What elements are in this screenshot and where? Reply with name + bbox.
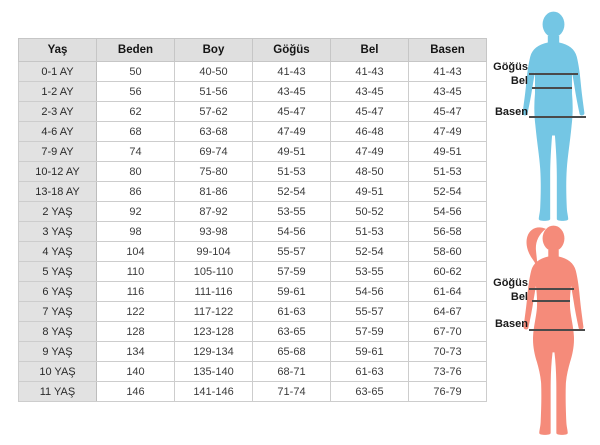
value-cell: 117-122 <box>175 302 253 322</box>
value-cell: 64-67 <box>409 302 487 322</box>
value-cell: 63-65 <box>331 382 409 402</box>
value-cell: 98 <box>97 222 175 242</box>
value-cell: 52-54 <box>331 242 409 262</box>
table-row <box>19 202 487 222</box>
age-cell: 3 YAŞ <box>19 222 97 242</box>
girl-silhouette-icon <box>506 222 600 441</box>
table-row <box>19 382 487 402</box>
age-cell: 2 YAŞ <box>19 202 97 222</box>
value-cell: 47-49 <box>331 142 409 162</box>
value-cell: 45-47 <box>409 102 487 122</box>
value-cell: 99-104 <box>175 242 253 262</box>
table-row <box>19 122 487 142</box>
value-cell: 43-45 <box>253 82 331 102</box>
value-cell: 59-61 <box>331 342 409 362</box>
column-header: Basen <box>409 39 487 62</box>
value-cell: 57-62 <box>175 102 253 122</box>
value-cell: 49-51 <box>331 182 409 202</box>
size-chart-table <box>18 38 487 402</box>
column-header: Bel <box>331 39 409 62</box>
column-header: Boy <box>175 39 253 62</box>
value-cell: 146 <box>97 382 175 402</box>
girl-waist-measure-line <box>532 300 570 302</box>
value-cell: 61-63 <box>253 302 331 322</box>
table-row <box>19 342 487 362</box>
table-row <box>19 322 487 342</box>
value-cell: 53-55 <box>331 262 409 282</box>
value-cell: 63-65 <box>253 322 331 342</box>
value-cell: 62 <box>97 102 175 122</box>
age-cell: 0-1 AY <box>19 62 97 82</box>
value-cell: 41-43 <box>331 62 409 82</box>
value-cell: 75-80 <box>175 162 253 182</box>
value-cell: 128 <box>97 322 175 342</box>
value-cell: 60-62 <box>409 262 487 282</box>
table-row <box>19 262 487 282</box>
table-row <box>19 182 487 202</box>
value-cell: 61-63 <box>331 362 409 382</box>
value-cell: 55-57 <box>253 242 331 262</box>
value-cell: 57-59 <box>253 262 331 282</box>
value-cell: 74 <box>97 142 175 162</box>
table-row <box>19 82 487 102</box>
age-cell: 9 YAŞ <box>19 342 97 362</box>
value-cell: 59-61 <box>253 282 331 302</box>
table-row <box>19 362 487 382</box>
value-cell: 68-71 <box>253 362 331 382</box>
value-cell: 86 <box>97 182 175 202</box>
value-cell: 45-47 <box>253 102 331 122</box>
column-header: Yaş <box>19 39 97 62</box>
table-row <box>19 102 487 122</box>
value-cell: 52-54 <box>409 182 487 202</box>
boy-hip-label: Basen <box>494 106 528 118</box>
value-cell: 54-56 <box>331 282 409 302</box>
boy-chest-measure-line <box>529 73 578 75</box>
value-cell: 73-76 <box>409 362 487 382</box>
value-cell: 141-146 <box>175 382 253 402</box>
value-cell: 51-53 <box>331 222 409 242</box>
value-cell: 40-50 <box>175 62 253 82</box>
value-cell: 63-68 <box>175 122 253 142</box>
age-cell: 10-12 AY <box>19 162 97 182</box>
value-cell: 67-70 <box>409 322 487 342</box>
value-cell: 81-86 <box>175 182 253 202</box>
age-cell: 6 YAŞ <box>19 282 97 302</box>
girl-chest-label: Göğüs <box>493 277 528 289</box>
age-cell: 10 YAŞ <box>19 362 97 382</box>
boy-hip-measure-line <box>529 116 586 118</box>
value-cell: 43-45 <box>331 82 409 102</box>
value-cell: 140 <box>97 362 175 382</box>
value-cell: 54-56 <box>253 222 331 242</box>
table-row <box>19 242 487 262</box>
value-cell: 65-68 <box>253 342 331 362</box>
age-cell: 1-2 AY <box>19 82 97 102</box>
girl-hip-label: Basen <box>494 318 528 330</box>
value-cell: 58-60 <box>409 242 487 262</box>
value-cell: 47-49 <box>409 122 487 142</box>
value-cell: 110 <box>97 262 175 282</box>
age-cell: 7 YAŞ <box>19 302 97 322</box>
age-cell: 7-9 AY <box>19 142 97 162</box>
table-row <box>19 282 487 302</box>
value-cell: 105-110 <box>175 262 253 282</box>
value-cell: 71-74 <box>253 382 331 402</box>
boy-waist-label: Bel <box>510 75 528 87</box>
value-cell: 50 <box>97 62 175 82</box>
age-cell: 4-6 AY <box>19 122 97 142</box>
table-row <box>19 302 487 322</box>
value-cell: 51-53 <box>409 162 487 182</box>
table-row <box>19 222 487 242</box>
value-cell: 48-50 <box>331 162 409 182</box>
value-cell: 61-64 <box>409 282 487 302</box>
table-row <box>19 142 487 162</box>
value-cell: 41-43 <box>253 62 331 82</box>
age-cell: 2-3 AY <box>19 102 97 122</box>
column-header: Göğüs <box>253 39 331 62</box>
value-cell: 57-59 <box>331 322 409 342</box>
table-row <box>19 162 487 182</box>
value-cell: 46-48 <box>331 122 409 142</box>
value-cell: 123-128 <box>175 322 253 342</box>
table-body <box>19 62 487 402</box>
girl-chest-measure-line <box>529 288 574 290</box>
value-cell: 93-98 <box>175 222 253 242</box>
value-cell: 134 <box>97 342 175 362</box>
column-header: Beden <box>97 39 175 62</box>
age-cell: 11 YAŞ <box>19 382 97 402</box>
value-cell: 76-79 <box>409 382 487 402</box>
value-cell: 45-47 <box>331 102 409 122</box>
value-cell: 51-53 <box>253 162 331 182</box>
value-cell: 70-73 <box>409 342 487 362</box>
girl-hip-measure-line <box>529 329 585 331</box>
value-cell: 43-45 <box>409 82 487 102</box>
value-cell: 50-52 <box>331 202 409 222</box>
value-cell: 87-92 <box>175 202 253 222</box>
value-cell: 55-57 <box>331 302 409 322</box>
value-cell: 54-56 <box>409 202 487 222</box>
header-row <box>19 39 487 62</box>
value-cell: 41-43 <box>409 62 487 82</box>
value-cell: 56 <box>97 82 175 102</box>
value-cell: 135-140 <box>175 362 253 382</box>
value-cell: 68 <box>97 122 175 142</box>
value-cell: 47-49 <box>253 122 331 142</box>
value-cell: 104 <box>97 242 175 262</box>
value-cell: 49-51 <box>253 142 331 162</box>
value-cell: 122 <box>97 302 175 322</box>
value-cell: 92 <box>97 202 175 222</box>
value-cell: 80 <box>97 162 175 182</box>
value-cell: 69-74 <box>175 142 253 162</box>
value-cell: 129-134 <box>175 342 253 362</box>
table-row <box>19 62 487 82</box>
value-cell: 51-56 <box>175 82 253 102</box>
value-cell: 56-58 <box>409 222 487 242</box>
age-cell: 13-18 AY <box>19 182 97 202</box>
age-cell: 4 YAŞ <box>19 242 97 262</box>
age-cell: 8 YAŞ <box>19 322 97 342</box>
value-cell: 52-54 <box>253 182 331 202</box>
value-cell: 116 <box>97 282 175 302</box>
age-cell: 5 YAŞ <box>19 262 97 282</box>
boy-chest-label: Göğüs <box>493 61 528 73</box>
girl-waist-label: Bel <box>510 291 528 303</box>
boy-waist-measure-line <box>532 87 572 89</box>
value-cell: 49-51 <box>409 142 487 162</box>
value-cell: 111-116 <box>175 282 253 302</box>
value-cell: 53-55 <box>253 202 331 222</box>
